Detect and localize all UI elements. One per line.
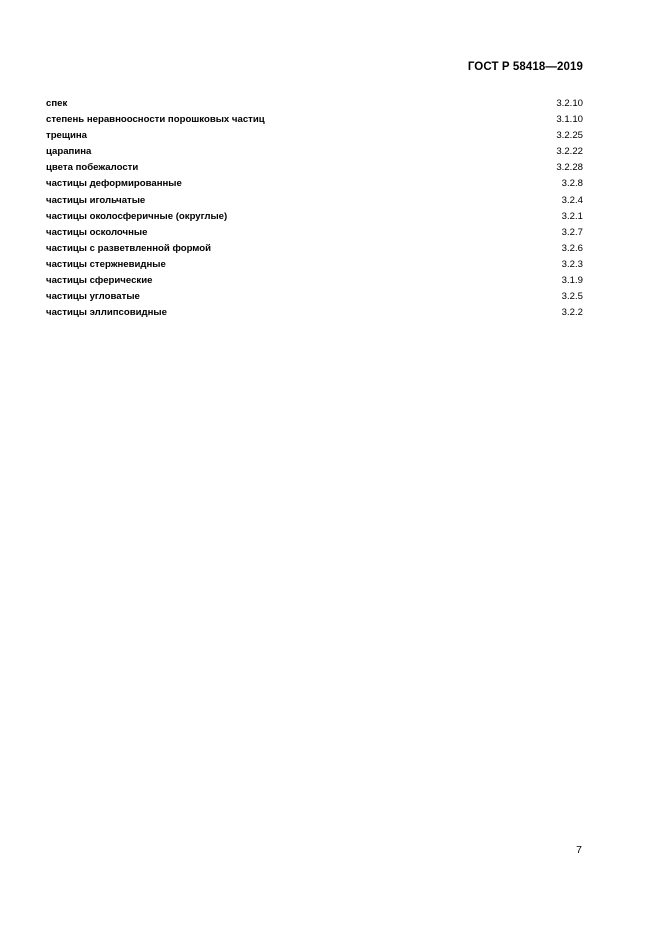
index-row [46,193,583,209]
index-row [46,176,583,192]
index-row [46,160,583,176]
index-row [46,128,583,144]
index-row [46,241,583,257]
index-term: частицы околосферичные (округлые) [46,210,228,222]
index-term: степень неравноосности порошковых частиц [46,114,265,126]
index-term: частицы деформированные [46,178,182,190]
index-ref: 3.1.9 [561,275,583,287]
index-term: царапина [46,146,92,158]
page-header: ГОСТ Р 58418—2019 [467,61,583,73]
index-term: частицы осколочные [46,226,148,238]
index-term: частицы угловатые [46,291,140,303]
page-number: 7 [576,844,582,856]
index-row [46,257,583,273]
index-ref: 3.2.4 [561,194,583,206]
index-ref: 3.2.1 [561,210,583,222]
index-term: частицы сферические [46,275,153,287]
index-ref: 3.2.6 [561,242,583,254]
index-ref: 3.2.10 [556,98,583,109]
index-ref: 3.2.25 [556,130,583,142]
index-row [46,112,583,128]
index-row [46,273,583,289]
index-ref: 3.2.28 [556,162,583,174]
index-ref: 3.2.3 [561,258,583,270]
index-term: трещина [46,130,88,142]
index-term: частицы эллипсовидные [46,307,167,319]
index-ref: 3.2.5 [561,291,583,303]
alphabetical-index [46,96,583,321]
index-row [46,96,583,112]
index-ref: 3.2.22 [556,146,583,158]
index-row [46,209,583,225]
index-row [46,305,583,321]
index-term: цвета побежалости [46,162,139,174]
index-row [46,144,583,160]
index-row [46,289,583,305]
index-ref: 3.2.8 [561,178,583,190]
index-ref: 3.2.2 [561,307,583,319]
index-term: частицы с разветвленной формой [46,242,212,254]
index-term: частицы игольчатые [46,194,146,206]
index-ref: 3.2.7 [561,226,583,238]
index-row [46,225,583,241]
index-term: спек [46,98,68,109]
index-ref: 3.1.10 [556,114,583,126]
index-term: частицы стержневидные [46,258,166,270]
